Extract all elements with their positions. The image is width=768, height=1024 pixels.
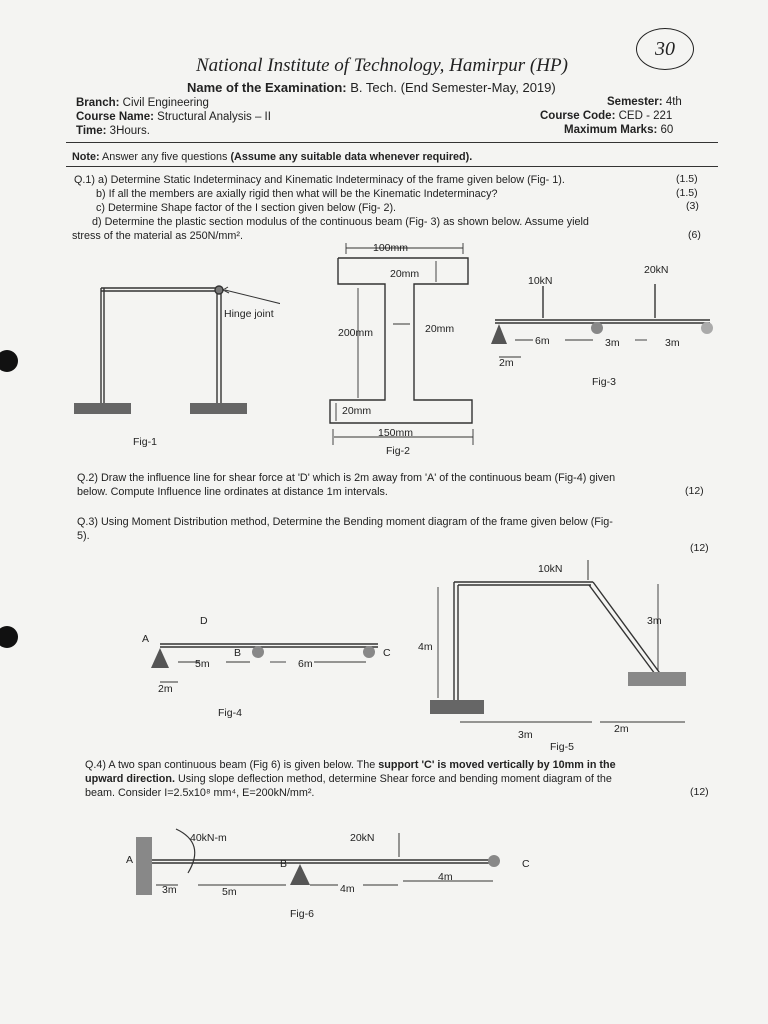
fig6-label-b: B: [280, 858, 288, 870]
max-marks-line: [564, 124, 673, 136]
note-label: Note:: [72, 151, 100, 163]
fig6-load: 20kN: [350, 832, 375, 844]
q1b-marks: (1.5): [676, 187, 698, 199]
fig6-pin-support: [290, 864, 310, 885]
fig4-caption: Fig-4: [218, 707, 242, 719]
note-line: [72, 150, 472, 164]
fig1-hinge-label: Hinge joint: [224, 308, 274, 320]
q4-marks: (12): [690, 786, 709, 798]
fig4-label-c: C: [383, 647, 391, 659]
fig6-roller-c: [488, 855, 500, 867]
q3-text: Q.3) Using Moment Distribution method, Determine the Bending moment diagram of the frame given below (Fig-: [77, 516, 613, 528]
time-line: [76, 125, 150, 137]
fig6-span-4: 4m: [438, 871, 453, 883]
semester-line: [607, 96, 682, 108]
fig2-web-thickness: 20mm: [425, 323, 455, 335]
max-marks-label: Maximum Marks:: [564, 124, 658, 136]
fig1-caption: Fig-1: [133, 436, 157, 448]
fig5-fixed-support-left: [430, 700, 484, 714]
max-marks-value: 60: [660, 124, 674, 136]
fig5-fixed-support-right: [628, 672, 686, 686]
q3-text-2: 5).: [77, 530, 90, 542]
time-label: Time:: [76, 125, 107, 137]
semester-label: Semester:: [607, 96, 663, 108]
q4-text: [85, 758, 616, 772]
q4-text-line-2: [85, 772, 612, 786]
fig2-i-section-diagram: [320, 240, 490, 460]
fig4-span-1: 5m: [195, 658, 210, 670]
exam-value: B. Tech. (End Semester-May, 2019): [350, 80, 556, 95]
q4-text-3: beam. Consider I=2.5x10⁸ mm⁴, E=200kN/mm².: [85, 787, 315, 799]
fig4-label-d: D: [200, 615, 208, 627]
fig3-caption: Fig-3: [592, 376, 616, 388]
binder-hole-1: [0, 350, 18, 372]
fig4-beam-diagram: [138, 610, 408, 725]
q2-text-2: below. Compute Influence line ordinates at distance 1m intervals.: [77, 486, 388, 498]
fig2-bottom-thickness: 20mm: [342, 405, 372, 417]
q1a-text: Q.1) a) Determine Static Indeterminacy and Kinematic Indeterminacy of the frame given below (Fig- 1).: [74, 174, 565, 186]
fig4-pin-support: [151, 648, 169, 668]
fig3-load-1: 10kN: [528, 275, 553, 287]
q1d-text-2: stress of the material as 250N/mm².: [72, 230, 244, 242]
fig5-height-right: 3m: [647, 615, 662, 627]
q1b-text: b) If all the members are axially rigid then what will be the Kinematic Indeterminacy?: [96, 188, 498, 200]
marks-circle: 30: [636, 28, 694, 70]
note-rule: [66, 166, 718, 167]
header-rule: [66, 142, 718, 143]
q2-marks: (12): [685, 485, 704, 497]
q1a-marks: (1.5): [676, 173, 698, 185]
fig4-roller-b: [252, 646, 264, 658]
exam-label: Name of the Examination:: [187, 80, 347, 95]
institute-name: National Institute of Technology, Hamirpur (HP): [196, 55, 568, 76]
fig2-height: 200mm: [338, 327, 374, 339]
fig3-offset: 2m: [499, 357, 514, 369]
fig3-span-3: 3m: [665, 337, 680, 349]
note-text: Answer any five questions: [102, 151, 228, 163]
fig5-caption: Fig-5: [550, 741, 574, 753]
fig5-width-2: 2m: [614, 723, 629, 735]
fig5-width-1: 3m: [518, 729, 533, 741]
fig3-beam-diagram: [485, 262, 725, 392]
fig5-frame-diagram: [410, 560, 710, 755]
fig3-span-1: 6m: [535, 335, 550, 347]
fig4-label-b: B: [234, 647, 242, 659]
fig1-frame-diagram: [60, 270, 280, 460]
q4-text-2: Using slope deflection method, determine Shear force and bending moment diagram of the: [177, 773, 612, 785]
fig6-span-1: 3m: [162, 884, 177, 896]
branch-label: Branch:: [76, 97, 120, 109]
fig2-top-width: 100mm: [373, 242, 409, 254]
fig6-beam-diagram: [118, 815, 538, 925]
branch-value: Civil Engineering: [122, 97, 209, 109]
fig6-label-c: C: [522, 858, 530, 870]
course-label: Course Name:: [76, 111, 154, 123]
q4-text-1: Q.4) A two span continuous beam (Fig 6) is given below. The: [85, 759, 376, 771]
course-code-label: Course Code:: [540, 110, 616, 122]
fig6-span-2: 5m: [222, 886, 237, 898]
q1d-text: d) Determine the plastic section modulus of the continuous beam (Fig- 3) as shown below. Assume yield: [92, 216, 589, 228]
fig2-caption: Fig-2: [386, 445, 410, 457]
course-value: Structural Analysis – II: [157, 111, 271, 123]
q4-text-bold-1: support 'C' is moved vertically by 10mm in the: [378, 759, 616, 771]
fig2-bottom-width: 150mm: [378, 427, 414, 439]
course-line: [76, 111, 271, 123]
fig6-moment: 40kN-m: [190, 832, 227, 844]
fig4-offset: 2m: [158, 683, 173, 695]
binder-hole-2: [0, 626, 18, 648]
fig6-fixed-support: [136, 837, 152, 895]
fig6-span-3: 4m: [340, 883, 355, 895]
q1c-marks: (3): [686, 200, 699, 212]
exam-line: [187, 80, 556, 95]
q1d-marks: (6): [688, 229, 701, 241]
q4-text-bold-2: upward direction.: [85, 773, 175, 785]
branch-line: [76, 97, 209, 109]
fig3-load-2: 20kN: [644, 264, 669, 276]
q3-marks: (12): [690, 542, 709, 554]
course-code-line: [540, 110, 672, 122]
time-value: 3Hours.: [109, 125, 150, 137]
semester-value: 4th: [665, 96, 682, 108]
note-bold: (Assume any suitable data whenever required).: [230, 151, 473, 163]
fig3-span-2: 3m: [605, 337, 620, 349]
q1c-text: c) Determine Shape factor of the I section given below (Fig- 2).: [96, 202, 397, 214]
fig5-load: 10kN: [538, 563, 563, 575]
fig4-label-a: A: [142, 633, 150, 645]
course-code-value: CED - 221: [618, 110, 673, 122]
fig4-roller-c: [363, 646, 375, 658]
fig3-end-roller: [701, 322, 713, 334]
fig6-label-a: A: [126, 854, 134, 866]
fig3-roller-support: [591, 322, 603, 334]
fig2-flange-thickness: 20mm: [390, 268, 420, 280]
fig3-pin-support: [491, 324, 507, 344]
fig4-span-2: 6m: [298, 658, 313, 670]
q2-text: Q.2) Draw the influence line for shear force at 'D' which is 2m away from 'A' of the continuous beam (Fig-4) given: [77, 472, 616, 484]
fig5-height-left: 4m: [418, 641, 433, 653]
fig6-caption: Fig-6: [290, 908, 314, 920]
